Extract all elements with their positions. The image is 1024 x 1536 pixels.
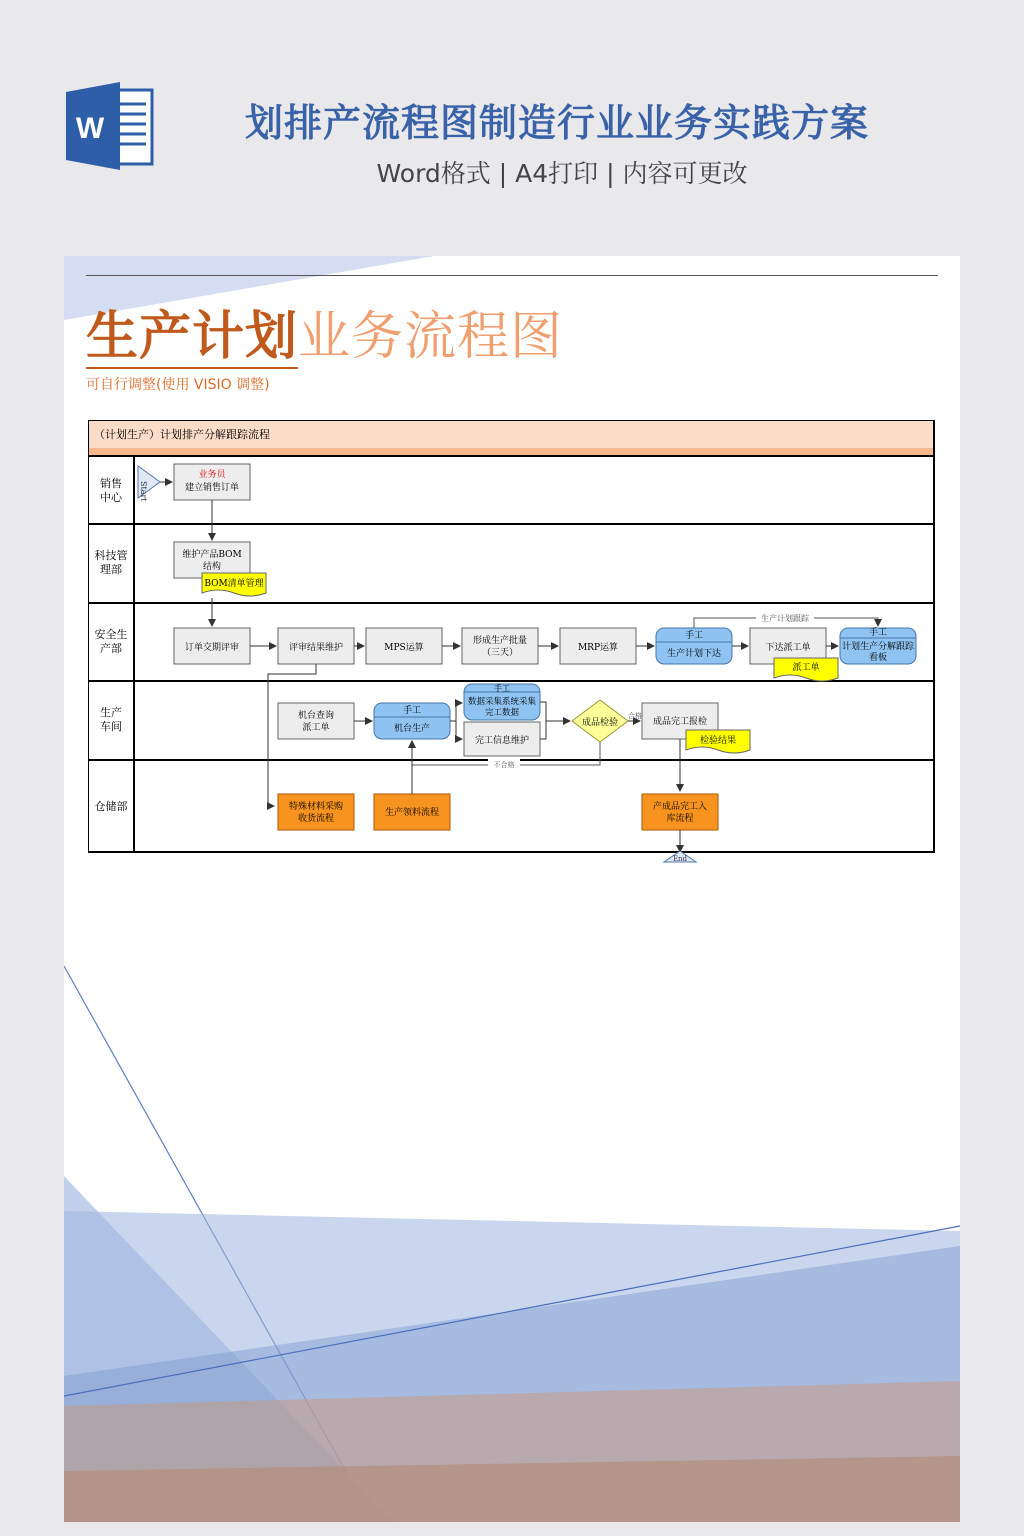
plan-issue-label: 生产计划下达	[666, 649, 722, 659]
warehousing-l2: 库流程	[666, 814, 694, 824]
create-order-label: 建立销售订单	[184, 483, 240, 493]
start-label: Start	[139, 481, 148, 502]
special-material-box	[278, 794, 354, 830]
title-bold: 生产计划	[86, 306, 299, 367]
kanban-l2: 看板	[868, 653, 888, 663]
mrp-label: MRP运算	[577, 643, 619, 653]
special-material-l2: 收货流程	[297, 814, 335, 824]
kanban-manual: 手工	[868, 628, 888, 638]
data-collect-l2: 完工数据	[484, 708, 520, 718]
special-material-l1: 特殊材料采购	[288, 802, 344, 812]
header-rule	[86, 275, 938, 276]
machine-prod-label: 机台生产	[393, 724, 431, 734]
lane-workshop-l2: 车间	[100, 720, 122, 733]
batch-l1: 形成生产批量	[472, 636, 528, 646]
maintain-bom-l2: 结构	[202, 562, 222, 572]
lane-workshop-l1: 生产	[100, 706, 122, 719]
machine-query-l2: 派工单	[302, 723, 330, 733]
plan-issue-manual: 手工	[684, 631, 704, 641]
review-maintain-label: 评审结果维护	[288, 643, 344, 653]
lane-tech-l2: 理部	[100, 563, 122, 576]
machine-query-l1: 机台查询	[297, 711, 335, 721]
machine-prod-manual: 手工	[402, 706, 422, 716]
dispatch-label: 下达派工单	[765, 643, 811, 653]
page-subtitle: Word格式 | A4打印 | 内容可更改	[376, 159, 748, 188]
kanban-l1: 计划生产分解跟踪	[841, 642, 915, 652]
lane-safety-l2: 产部	[100, 642, 122, 655]
batch-box	[462, 628, 538, 664]
document-page	[64, 256, 960, 1522]
warehousing-l1: 产成品完工入	[652, 802, 708, 812]
lane-warehouse: 仓储部	[94, 800, 128, 813]
tracking-label: 生产计划跟踪	[761, 614, 809, 623]
lane-safety-l1: 安全生	[94, 628, 128, 641]
inspection-label: 成品检验	[581, 718, 619, 728]
document-note: 可自行调整(使用 VISIO 调整)	[86, 377, 270, 393]
document-title	[86, 294, 563, 369]
page-title: 划排产流程图制造行业业务实践方案	[244, 101, 869, 145]
material-pick-label: 生产领料流程	[384, 808, 440, 818]
maintain-bom-l1: 维护产品BOM	[182, 550, 242, 560]
batch-l2: （三天）	[481, 648, 519, 658]
finish-info-label: 完工信息维护	[474, 736, 530, 746]
warehousing-box	[642, 794, 718, 830]
dispatch-doc-label: 派工单	[792, 663, 820, 673]
svg-text:W: W	[75, 112, 105, 145]
data-collect-manual: 手工	[494, 684, 510, 693]
fail-label: 不合格	[493, 761, 515, 769]
mps-label: MPS运算	[384, 643, 424, 653]
bom-doc-label: BOM清单管理	[204, 579, 264, 589]
flow-header: （计划生产）计划排产分解跟踪流程	[94, 428, 270, 441]
report-check-label: 成品完工报检	[652, 717, 708, 727]
flowchart	[88, 420, 936, 870]
title-light: 业务流程图	[298, 307, 564, 367]
machine-query-box	[278, 703, 354, 739]
salesperson-label: 业务员	[198, 470, 226, 480]
lane-sales-l1: 销售	[100, 477, 122, 490]
order-review-label: 订单交期评审	[184, 643, 240, 653]
lane-sales-l2: 中心	[100, 491, 122, 504]
pass-label: 合格	[628, 712, 642, 720]
end-label: End	[672, 855, 688, 863]
check-result-label: 检验结果	[699, 736, 737, 746]
data-collect-l1: 数据采集系统采集	[467, 697, 537, 707]
lane-tech-l1: 科技管	[94, 549, 128, 562]
